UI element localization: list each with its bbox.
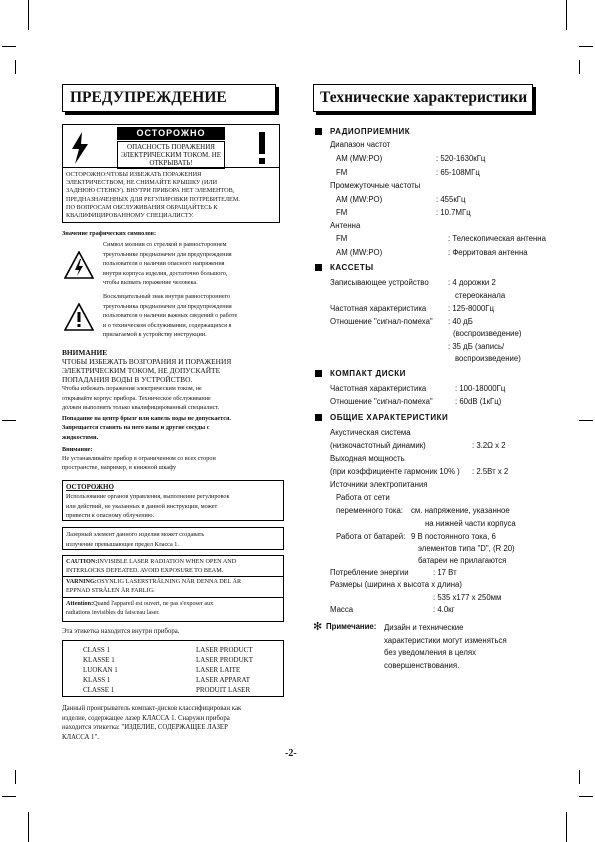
attention-fr-label: Attention: bbox=[66, 600, 94, 607]
laser-caution-multilang-box bbox=[62, 555, 284, 622]
rec-label: Записывающее устройство bbox=[330, 278, 429, 287]
caution-box bbox=[62, 124, 280, 223]
class-row: LUOKAN 1 LASER LAITE bbox=[83, 666, 241, 674]
class-row: KLASS 1 LASER APPARAT bbox=[83, 676, 251, 684]
cd-snr-value: : 60dB (1кГц) bbox=[455, 397, 502, 406]
cassette-snr-value-2: (воспроизведение) bbox=[453, 329, 522, 338]
output-sub: (при коэффициенте гармоник 10% ) bbox=[330, 467, 460, 476]
shock-text: ОПАСНОСТЬ ПОРАЖЕНИЯ ЭЛЕКТРИЧЕСКИМ ТОКОМ. НЕ ОТКРЫВАТЬ! bbox=[117, 141, 225, 169]
consumption-label: Потребление энергии bbox=[330, 568, 409, 577]
if-am-label: AM (MW:PO) bbox=[336, 195, 383, 204]
crop-mark bbox=[566, 812, 567, 842]
crop-mark bbox=[15, 770, 16, 784]
acoustic-label: Акустическая система bbox=[330, 428, 411, 437]
dims-label: Размеры (ширина x высота x длина) bbox=[330, 580, 462, 589]
freq-range-label: Диапазон частот bbox=[330, 140, 391, 149]
battery-value-3: батареи не прилагаются bbox=[418, 556, 507, 565]
asterisk-icon: ✻ bbox=[313, 620, 323, 633]
ant-am-label: AM (MW:PO) bbox=[336, 248, 383, 257]
mains-label: Работа от сети bbox=[336, 493, 390, 502]
attention-text: Не устанавливайте прибор в ограниченном со всех сторон пространстве, например, в книжной шкафу bbox=[62, 454, 216, 472]
class-row: CLASSE 1 PRODUIT LASER bbox=[83, 686, 251, 694]
classification-text: Данный проигрыватель компакт-дисков классифицирован как изделие, содержащее лазер КЛАССА 1. Снаружи прибора находится этикетка: "ИЗДЕЛИЕ, СОДЕРЖАЩЕЕ ЛАЗЕР КЛАССА 1". bbox=[62, 705, 242, 741]
cd-freq-value: : 100-18000Гц bbox=[455, 384, 506, 393]
page-number: -2- bbox=[285, 748, 297, 759]
mass-value: : 4.0кг bbox=[433, 605, 455, 614]
crop-mark bbox=[15, 60, 16, 74]
if-am-value: : 455кГц bbox=[436, 195, 466, 204]
ant-fm-value: : Телескопическая антенна bbox=[448, 234, 546, 243]
output-value: : 2.5Вт x 2 bbox=[472, 467, 509, 476]
crop-mark bbox=[28, 812, 29, 842]
class-row: CLASS 1 LASER PRODUCT bbox=[83, 646, 253, 654]
rec-value: : 4 дорожки 2 bbox=[448, 278, 496, 287]
note-label: Примечание: bbox=[326, 622, 377, 631]
warning-title: ПРЕДУПРЕЖДЕНИЕ bbox=[62, 84, 276, 112]
symbol2-text: Восклицательный знак внутри равностороннего треугольника предназначен для предупреждения пользователя о наличии важных сведений о работе и о техническом обслуживании, содержащихся в прилагаемой к устройству инструкции. bbox=[103, 293, 238, 339]
cassette-snr-label: Отношение "сигнал-помеха" bbox=[330, 317, 433, 326]
caution-controls-box bbox=[62, 480, 284, 521]
crop-mark bbox=[2, 796, 16, 797]
symbol1-text: Символ молнии со стрелкой в равностороннем треугольнике предназначен для предупреждения пользователя о наличии опасного напряжения внутри корпуса изделия, достаточно большого, чтобы вызвать поражение человека. bbox=[103, 241, 232, 287]
output-label: Выходная мощность bbox=[330, 454, 405, 463]
fm-label: FM bbox=[336, 168, 348, 177]
label-intro: Эта этикетка находится внутри прибора. bbox=[62, 628, 180, 635]
section-bullet bbox=[315, 128, 322, 135]
caution2-heading: ОСТОРОЖНО bbox=[66, 483, 114, 491]
crop-mark bbox=[579, 770, 580, 784]
warning-caps: ЧТОБЫ ИЗБЕЖАТЬ ВОЗГОРАНИЯ И ПОРАЖЕНИЯ ЭЛЕКТРИЧЕСКИМ ТОКОМ, НЕ ДОПУСКАЙТЕ ПОПАДАНИЯ ВОДЫ В УСТРОЙСТВО. bbox=[62, 357, 232, 384]
cassette-snr-value-3: : 35 дБ (запись/ bbox=[448, 342, 505, 351]
antenna-label: Антенна bbox=[330, 221, 361, 230]
am-label: AM (MW:PO) bbox=[336, 154, 383, 163]
cd-freq-label: Частотная характеристика bbox=[330, 384, 427, 393]
ant-fm-label: FM bbox=[336, 234, 348, 243]
cassette-snr-value: : 40 дБ bbox=[448, 317, 473, 326]
cassette-freq-label: Частотная характеристика bbox=[330, 304, 427, 313]
divider bbox=[63, 597, 283, 598]
laser-element-box bbox=[62, 527, 284, 550]
if-label: Промежуточные частоты bbox=[330, 181, 421, 190]
fm-value: : 65-108МГц bbox=[436, 168, 480, 177]
class-table bbox=[83, 645, 273, 695]
note-text: Дизайн и технические характеристики могут изменяться без уведомления в целях совершенствования. bbox=[384, 623, 507, 670]
mains-value: см. напряжение, указанное bbox=[411, 506, 510, 515]
caution-body: ОСТОРОЖНО:ЧТОБЫ ИЗБЕЖАТЬ ПОРАЖЕНИЯ ЭЛЕКТРИЧЕСТВОМ, НЕ СНИМАЙТЕ КРЫШКУ (ИЛИ ЗАДНЮЮ СТЕНКУ). ВНУТРИ ПРИБОРА НЕТ ЭЛЕМЕНТОВ, ПРЕДНАЗНАЧЕННЫХ ДЛЯ РЕГУЛИРОВКИ ПОТРЕБИТЕЛЕМ. ПО ВОПРОСАМ ОБСЛУЖИВАНИЯ ОБРАЩАЙТЕСЬ К КВАЛИФИЦИРОВАННОМУ СПЕЦИАЛИСТУ. bbox=[66, 171, 240, 220]
varning-label: VARNING: bbox=[66, 578, 97, 585]
if-fm-value: : 10.7МГц bbox=[436, 208, 471, 217]
crop-mark bbox=[2, 46, 16, 47]
rec-value-2: стереоканала bbox=[455, 291, 506, 300]
lightning-triangle-icon bbox=[64, 251, 94, 279]
cassette-snr-value-4: воспроизведение) bbox=[455, 354, 521, 363]
if-fm-label: FM bbox=[336, 208, 348, 217]
crop-mark bbox=[28, 0, 29, 30]
acoustic-value: : 3.2Ω x 2 bbox=[472, 441, 506, 450]
exclamation-triangle-icon bbox=[64, 303, 94, 331]
cd-heading: КОМПАКТ ДИСКИ bbox=[315, 369, 406, 378]
divider bbox=[63, 576, 283, 577]
caution-en-label: CAUTION: bbox=[66, 558, 98, 565]
warning-heading: ВНИМАНИЕ bbox=[62, 348, 108, 357]
crop-mark bbox=[579, 46, 593, 47]
power-label: Источники электропитания bbox=[330, 480, 428, 489]
caution2-text: Использование органов управления, выполнение регулировок или действий, не указанных в данной инструкции, может привести к опасному облучению. bbox=[66, 493, 230, 519]
class-row: KLASSE 1 LASER PRODUKT bbox=[83, 656, 253, 664]
warning-section bbox=[62, 348, 284, 473]
cassette-heading: КАССЕТЫ bbox=[315, 263, 374, 272]
mains-value-2: на нижней части корпуса bbox=[425, 519, 516, 528]
mass-label: Масса bbox=[330, 605, 354, 614]
crop-mark bbox=[579, 796, 593, 797]
attention-heading: Внимание: bbox=[62, 445, 93, 453]
crop-mark bbox=[579, 420, 593, 421]
caution-divider bbox=[63, 167, 279, 168]
ant-am-value: : Ферритовая антенна bbox=[448, 248, 528, 257]
laser-element-text: Лазерный элемент данного изделия может создавать излучение превышающее предел Класса 1. bbox=[66, 531, 205, 548]
dims-value: : 535 x177 x 250мм bbox=[433, 593, 502, 602]
attention-fr: Attention:Quand l'appareil est ouvert, ne pas s'exposer aux radiations invisibles du faisceau laser. bbox=[66, 600, 214, 616]
water-warning: Попадание на центр брызг или капель воды не допускается. Запрещается ставить на него вазы и другие сосуды с жидкостями. bbox=[62, 414, 231, 441]
crop-mark bbox=[566, 0, 567, 30]
caution-heading-bar: ОСТОРОЖНО bbox=[117, 127, 225, 140]
general-heading: ОБЩИЕ ХАРАКТЕРИСТИКИ bbox=[315, 413, 448, 422]
acoustic-sub: (низкочастотный динамик) bbox=[330, 441, 426, 450]
section-bullet bbox=[315, 414, 322, 421]
battery-value: 9 В постоянного тока, 6 bbox=[411, 532, 496, 541]
radio-heading: РАДИОПРИЕМНИК bbox=[315, 127, 410, 136]
cassette-freq-value: : 125-8000Гц bbox=[448, 304, 494, 313]
battery-value-2: элементов типа "D", (R 20) bbox=[418, 544, 515, 553]
crop-mark bbox=[579, 60, 580, 74]
cd-snr-label: Отношение "сигнал-помеха" bbox=[330, 397, 433, 406]
specs-title: Технические характеристики bbox=[313, 84, 533, 112]
crop-mark bbox=[2, 420, 16, 421]
laser-class-label bbox=[62, 640, 284, 697]
battery-label: Работа от батарей: bbox=[336, 532, 406, 541]
consumption-value: : 17 Вт bbox=[433, 568, 457, 577]
am-value: : 520-1630кГц bbox=[436, 154, 486, 163]
varning-sv: VARNING:OSYNLIG LASERSTRÅLNING NÄR DENNA DEL ÄR EPPNAD STRÅLEN ÄR FARLIG. bbox=[66, 578, 242, 594]
caution-en: CAUTION:INVISIBLE LASER RADIATION WHEN OPEN AND INTERLOCKS DEFEATED. AVOID EXPOSURE TO BEAM. bbox=[66, 558, 237, 574]
shock-hazard-icon bbox=[68, 131, 92, 165]
section-bullet bbox=[315, 370, 322, 377]
warning-text: Чтобы избежать поражения электрическим током, не открывайте корпус прибора. Техническое обслуживание должен выполнять только квалифицированный специалист. bbox=[62, 385, 220, 412]
symbols-heading: Значение графических символов: bbox=[62, 230, 157, 237]
exclamation-icon bbox=[249, 131, 275, 165]
section-bullet bbox=[315, 264, 322, 271]
mains-sub: переменного тока: bbox=[336, 506, 403, 515]
